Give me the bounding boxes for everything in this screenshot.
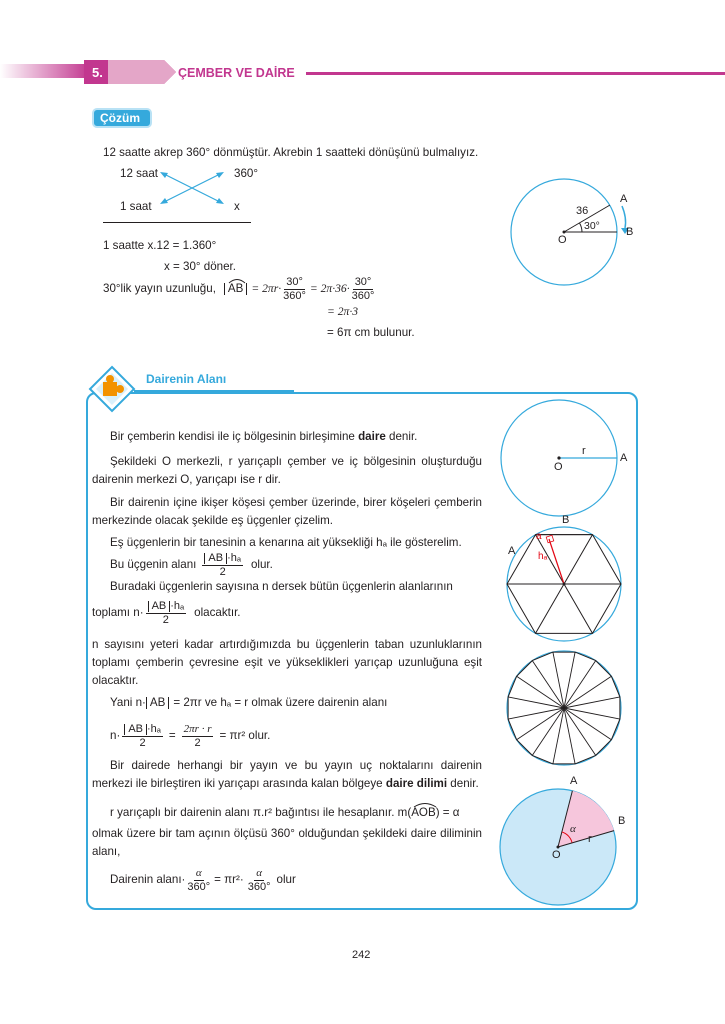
p9 <box>110 694 387 712</box>
p14-b: = πr²· <box>214 873 244 887</box>
header-line <box>306 72 725 75</box>
arc-ab-abs <box>224 283 247 295</box>
cross-arrows <box>158 168 228 208</box>
header-band <box>0 64 90 78</box>
frac-num-2: 30° <box>354 275 372 288</box>
p11-a: Bir dairede herhangi bir yayın ve bu yayın uç noktalarını dairenin merkezi ile birleştiren iki yarıçapı arasında kalan bölgeye <box>92 759 482 790</box>
p7-ha: ·hₐ <box>170 599 185 612</box>
p9-ab: AB <box>146 697 169 709</box>
arc-eq2: = 2π·3 <box>327 305 359 318</box>
fig2-B: B <box>562 514 570 526</box>
fig-label-A: A <box>620 193 628 205</box>
p5-two: 2 <box>219 565 226 578</box>
p3: Bir dairenin içine ikişer köşesi çember üzerinde, birer köşeleri çemberin merkezinde olacak şekilde eş üçgenler çizelim. <box>92 496 482 527</box>
p10-two: 2 <box>139 736 146 749</box>
arc-ab: AB <box>227 282 244 296</box>
sector-figure <box>498 786 622 908</box>
p6: Buradaki üçgenlerin sayısına n dersek bütün üçgenlerin alanlarının <box>110 580 453 593</box>
p2: Şekildeki O merkezli, r yarıçaplı çember ve iç bölgesinin oluşturduğu dairenin merkezi O, yarıçapı ise r dir. <box>92 455 482 486</box>
p1-c: denir. <box>385 430 418 443</box>
frac-num: 30° <box>286 275 303 288</box>
p7-b: olacaktır. <box>194 606 241 620</box>
p10-ab: AB <box>124 724 147 735</box>
p7-ab: AB <box>148 601 171 612</box>
p5-a: Bu üçgenin alanı <box>110 558 197 572</box>
p10-two-2: 2 <box>194 736 201 749</box>
fig1-O: O <box>554 461 563 473</box>
p14-alpha-2: α <box>256 866 263 879</box>
p7-a: toplamı n· <box>92 606 144 620</box>
p8: n sayısını yeteri kadar artırdığımızda bu üçgenlerin taban uzunluklarının toplamı çemberin çevresine eşit ve yükseklikleri yarıçap uzunluğuna eşit olacaktır. <box>92 638 482 687</box>
circle-radius-figure <box>498 396 622 520</box>
eq2: x = 30° döner. <box>164 260 236 273</box>
p11 <box>92 757 482 793</box>
arc-frac-2 <box>352 277 375 302</box>
p7-frac <box>146 601 187 626</box>
p12 <box>110 804 459 822</box>
p11-b: daire dilimi <box>385 777 448 790</box>
fig-label-O: O <box>558 234 567 246</box>
p12-aob-wrap <box>411 807 435 819</box>
fig-label-30: 30° <box>584 220 600 232</box>
polygon-16-figure <box>504 648 624 768</box>
prop-divider <box>103 222 251 223</box>
arc-eq1a: = 2πr· <box>251 282 282 296</box>
p1-b: daire <box>358 430 386 443</box>
p14-360-2: 360° <box>247 880 271 893</box>
solution-label: Çözüm <box>100 111 140 125</box>
box-title: Dairenin Alanı <box>146 372 227 386</box>
frac-den-2: 360° <box>351 289 375 302</box>
page-number: 242 <box>352 949 371 961</box>
p10-ha: ·hₐ <box>147 722 161 735</box>
p14-alpha-1: α <box>195 866 202 879</box>
box-title-line <box>134 390 294 392</box>
p13: olmak üzere bir tam açının ölçüsü 360° olduğundan şekildeki daire diliminin alanı, <box>92 827 482 858</box>
p5-frac <box>202 553 243 578</box>
p10-n: 2πr · r <box>183 722 212 735</box>
p10-c: = πr² olur. <box>219 729 271 743</box>
p7 <box>92 598 241 628</box>
p14-360-1: 360° <box>187 880 211 893</box>
p10-frac-1 <box>122 724 163 749</box>
puzzle-icon <box>86 365 138 417</box>
solution-intro: 12 saatte akrep 360° dönmüştür. Akrebin 1 saatteki dönüşünü bulmalıyız. <box>103 146 479 159</box>
p10-b: = <box>168 729 176 743</box>
fig2-A: A <box>508 545 516 557</box>
p10 <box>110 720 270 752</box>
p1 <box>110 428 500 446</box>
p14-c: olur <box>276 873 296 887</box>
arc-eq3: = 6π cm bulunur. <box>327 326 415 339</box>
arc-prefix: 30°lik yayın uzunluğu, <box>103 282 216 296</box>
p10-a: n· <box>110 729 121 743</box>
p4: Eş üçgenlerin bir tanesinin a kenarına ait yüksekliği hₐ ile gösterelim. <box>110 536 462 549</box>
fig-label-36: 36 <box>576 205 589 217</box>
p14-frac-1 <box>187 868 210 893</box>
p14-frac-2 <box>248 868 271 893</box>
hexagon-figure <box>504 524 624 644</box>
arc-frac-1 <box>283 277 306 302</box>
p14 <box>110 864 296 896</box>
prop-360: 360° <box>234 167 258 180</box>
fig-label-B: B <box>626 226 634 238</box>
p11-c: denir. <box>447 777 479 790</box>
p7-two: 2 <box>162 613 169 626</box>
p5-ha: ·hₐ <box>227 551 241 564</box>
p14-a: Dairenin alanı· <box>110 873 186 887</box>
fig4-A: A <box>570 775 578 787</box>
p9-b: = 2πr ve hₐ = r olmak üzere dairenin alanı <box>173 696 388 710</box>
p9-a: Yani n· <box>110 696 146 710</box>
fig4-r: r <box>588 833 592 845</box>
fig2-a: a <box>536 531 542 542</box>
chapter-title: ÇEMBER VE DAİRE <box>178 66 295 80</box>
p12-b: ) = α <box>435 806 460 820</box>
p5-b: olur. <box>250 558 273 572</box>
prop-1saat: 1 saat <box>120 200 152 213</box>
fig4-O: O <box>552 849 561 861</box>
p1-a: Bir çemberin kendisi ile iç bölgesinin birleşimine <box>110 430 359 443</box>
arc-eq1b: = 2π·36· <box>309 282 350 296</box>
arc-line <box>103 275 376 302</box>
chapter-number: 5. <box>92 65 103 80</box>
p5-ab: AB <box>204 553 227 564</box>
fig1-r: r <box>582 445 586 457</box>
fig2-ha: hₐ <box>538 551 548 562</box>
fig4-alpha: α <box>570 823 576 835</box>
p12-aob: AOB <box>411 806 436 820</box>
p5 <box>110 550 273 580</box>
frac-den: 360° <box>283 289 306 302</box>
p12-a: r yarıçaplı bir dairenin alanı π.r² bağıntısı ile hesaplanır. m( <box>110 806 412 820</box>
fig1-A: A <box>620 452 628 464</box>
prop-x: x <box>234 200 240 213</box>
fig4-B: B <box>618 815 626 827</box>
p10-frac-2 <box>182 724 214 749</box>
eq1: 1 saatte x.12 = 1.360° <box>103 239 217 252</box>
prop-12saat: 12 saat <box>120 167 159 180</box>
